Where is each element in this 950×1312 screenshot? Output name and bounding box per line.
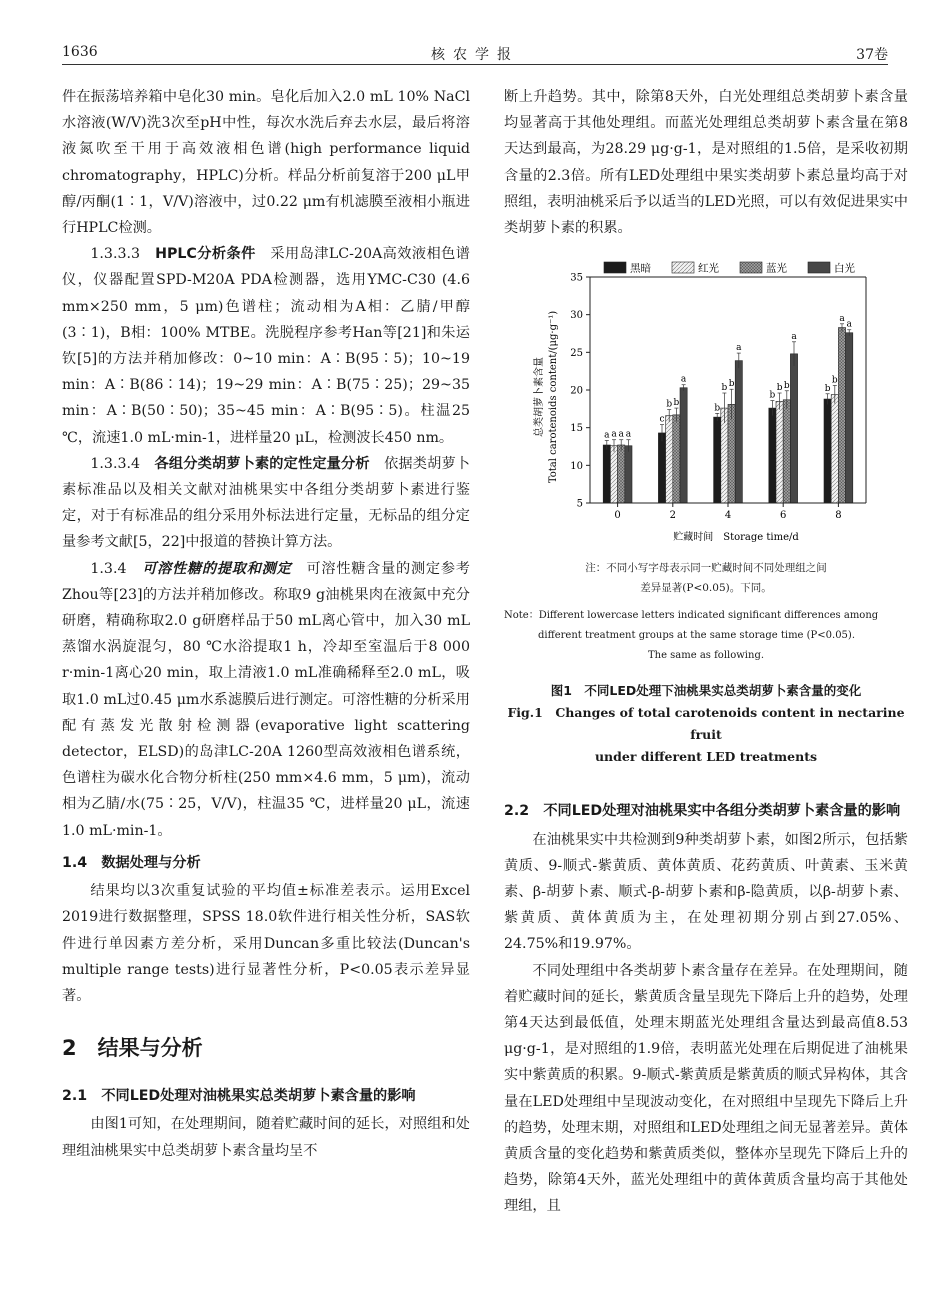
section-title: 各组分类胡萝卜素的定性定量分析 xyxy=(154,455,370,472)
section-2-1-text: 由图1可知，在处理期间，随着贮藏时间的延长，对照组和处理组油桃果实中总类胡萝卜素含量均呈不 xyxy=(62,1116,470,1159)
bar xyxy=(673,415,680,503)
significance-letter: a xyxy=(839,314,845,325)
section-2-title: 2 结果与分析 xyxy=(62,1036,203,1061)
bar xyxy=(776,402,783,504)
significance-letter: a xyxy=(680,374,687,385)
bar xyxy=(831,395,838,503)
bar xyxy=(603,445,610,503)
section-1-3-3-4 xyxy=(62,451,470,556)
significance-letter: b xyxy=(824,383,831,394)
paragraph-continued: 断上升趋势。其中，除第8天外，白光处理组总类胡萝卜素含量均显著高于其他处理组。而蓝光处理组总类胡萝卜素含量在第8天达到最高，为28.29 μg·g-1，是对照组的1.5倍，是采收初期含量的2.3倍。所有LED处理组中果实类胡萝卜素总量均高于对照组，表明油桃采后予以适当的LED光照，可以有效促进果实中类胡萝卜素的积累。 xyxy=(504,89,908,237)
bar xyxy=(824,399,831,503)
paragraph-saponification: 件在振荡培养箱中皂化30 min。皂化后加入2.0 mL 10% NaCl水溶液(W/V)洗3次至pH中性，每次水洗后弃去水层，最后将溶液氮吹至干用于高效液相色谱(high performance liquid chromatography，HPLC)分析。样品分析前复溶于200 μL甲醇/丙酮(1∶1，V/V)溶液中，过0.22 μm有机滤膜至液相小瓶进行HPLC检测。 xyxy=(62,89,470,237)
significance-letter: c xyxy=(659,414,665,425)
figure-note-en xyxy=(504,606,908,666)
bar xyxy=(618,445,625,503)
section-2-2-text-1: 在油桃果实中共检测到9种类胡萝卜素，如图2所示，包括紫黄质、9-顺式-紫黄质、黄体黄质、花药黄质、叶黄素、玉米黄素、β-胡萝卜素、顺式-β-胡萝卜素和β-隐黄质，以β-胡萝卜素、紫黄质、黄体黄质为主，在处理初期分别占到27.05%、24.75%和19.97%。 xyxy=(504,831,908,953)
x-tick-label: 4 xyxy=(724,510,732,522)
significance-letter: b xyxy=(776,383,783,394)
section-title: 可溶性糖的提取和测定 xyxy=(142,560,292,577)
significance-letter: b xyxy=(783,380,790,391)
journal-name: 核农学报 xyxy=(431,47,519,63)
y-axis-label-cn: 总类胡萝卜素含量 xyxy=(534,357,545,438)
legend-label: 红光 xyxy=(698,262,719,275)
figure-caption-cn: 图1 不同LED处理下油桃果实总类胡萝卜素含量的变化 xyxy=(550,683,862,699)
x-tick-label: 2 xyxy=(669,510,676,522)
legend-label: 黑暗 xyxy=(630,262,651,275)
y-tick-label: 30 xyxy=(570,310,583,322)
x-axis-label: 贮藏时间 Storage time/d xyxy=(673,532,799,544)
section-1-3-3-3 xyxy=(62,241,470,451)
y-tick-label: 15 xyxy=(570,423,583,435)
bar xyxy=(625,446,632,503)
significance-letter: b xyxy=(769,390,776,401)
section-text: 采用岛津LC-20A高效液相色谱仪，仪器配置SPD-M20A PDA检测器，选用YMC-C30 (4.6 mm×250 mm，5 μm)色谱柱；流动相为A相：乙腈/甲醇(3∶1)，B相：100% MTBE。洗脱程序参考Han等[21]和朱运钦[5]的方法并稍加修改：0~10 min：A∶B(95∶5)；10~19 min：A∶B(86∶14)；19~29 min：A∶B(75∶25)；29~35 min：A∶B(50∶50)；35~45 min：A∶B(95∶5)。柱温25 ℃，流速1.0 mL·min-1，进样量20 μL，检测波长450 nm。 xyxy=(62,246,470,446)
section-text: 依据类胡萝卜素标准品以及相关文献对油桃果实中各组分类胡萝卜素进行鉴定，对于有标准品的组分采用外标法进行定量，无标品的组分定量参考文献[5，22]中报道的替换计算方法。 xyxy=(62,455,470,551)
section-number: 1.3.3.3 xyxy=(90,246,141,263)
bar xyxy=(680,388,687,503)
section-2-1-title: 2.1 不同LED处理对油桃果实总类胡萝卜素含量的影响 xyxy=(62,1088,416,1105)
section-1-3-4 xyxy=(62,556,470,844)
bar xyxy=(735,361,742,503)
significance-letter: a xyxy=(618,429,624,440)
legend-swatch xyxy=(672,262,694,273)
page-header xyxy=(62,42,888,65)
bar xyxy=(790,354,797,503)
y-tick-label: 5 xyxy=(576,498,583,510)
significance-letter: a xyxy=(791,332,797,343)
x-tick-label: 8 xyxy=(835,510,842,522)
significance-letter: b xyxy=(721,383,728,394)
section-title: HPLC分析条件 xyxy=(155,246,256,263)
bar xyxy=(714,417,721,503)
figure-note-cn xyxy=(504,558,908,598)
section-number: 1.3.3.4 xyxy=(90,455,141,472)
x-tick-label: 0 xyxy=(614,510,621,522)
y-tick-label: 20 xyxy=(570,385,583,397)
section-text: 可溶性糖含量的测定参考Zhou等[23]的方法并稍加修改。称取9 g油桃果肉在液氮中充分研磨，精确称取2.0 g研磨样品于50 mL离心管中，加入30 mL蒸馏水涡旋混匀，80 ℃水浴提取1 h，冷却至室温后于8 000 r·min-1离心20 min，取上清液1.0 mL准确稀释至2.0 mL，吸取1.0 mL过0.45 μm水系滤膜后进行测定。可溶性糖的分析采用配有蒸发光散射检测器(evaporative light scattering detector，ELSD)的岛津LC-20A 1260型高效液相色谱系统，色谱柱为碳水化合物分析柱(250 mm×4.6 mm，5 μm)，流动相为乙腈/水(75∶25，V/V)，柱温35 ℃，进样量20 μL，流速1.0 mL·min-1。 xyxy=(62,560,470,839)
bar xyxy=(783,400,790,503)
bar xyxy=(769,408,776,503)
figure-1 xyxy=(504,247,908,768)
x-tick-label: 6 xyxy=(780,510,787,522)
significance-letter: b xyxy=(831,375,838,386)
figure-note-en-line3: The same as following. xyxy=(647,650,765,662)
bar xyxy=(846,333,853,503)
significance-letter: b xyxy=(673,398,680,409)
section-2-2-text-2: 不同处理组中各类胡萝卜素含量存在差异。在处理期间，随着贮藏时间的延长，紫黄质含量呈现先下降后上升的趋势，处理第4天达到最低值，处理末期蓝光处理组含量达到最高值8.53 μg·g-1，是对照组的1.9倍，表明蓝光处理在后期促进了油桃果实中紫黄质的积累。9-顺式-紫黄质是紫黄质的顺式异构体，其含量在LED处理组中呈现波动变化，在对照组中呈现先下降后上升的趋势，处理末期，对照组和LED处理组之间无显著差异。黄体黄质含量的变化趋势和紫黄质类似，整体亦呈现先下降后上升的趋势，除第4天外，蓝光处理组中的黄体黄质含量均高于其他处理组，且 xyxy=(504,962,908,1215)
figure-note-en-line2: different treatment groups at the same storage time (P<0.05). xyxy=(538,630,855,642)
legend-swatch xyxy=(808,262,830,273)
figure-caption-en-line2: under different LED treatments xyxy=(594,749,818,765)
legend-swatch xyxy=(604,262,626,273)
y-axis-label-en: Total carotenoids content/(μg·g⁻¹) xyxy=(548,311,559,484)
bar xyxy=(666,416,673,503)
y-tick-label: 10 xyxy=(570,461,583,473)
legend-label: 蓝光 xyxy=(766,262,787,275)
right-column xyxy=(504,84,908,1220)
section-2-2-title: 2.2 不同LED处理对油桃果实中各组分类胡萝卜素含量的影响 xyxy=(504,803,901,820)
page-number: 1636 xyxy=(62,44,98,60)
volume-label: 37卷 xyxy=(856,47,888,63)
figure-caption-en-line1: Fig.1 Changes of total carotenoids content in nectarine fruit xyxy=(507,705,905,743)
bar xyxy=(838,328,845,503)
y-tick-label: 35 xyxy=(570,272,583,284)
section-1-4-title: 1.4 数据处理与分析 xyxy=(62,854,201,871)
legend-label: 白光 xyxy=(834,262,855,275)
significance-letter: b xyxy=(714,403,721,414)
carotenoid-bar-chart xyxy=(504,247,908,547)
legend-swatch xyxy=(740,262,762,273)
left-column xyxy=(62,84,470,1164)
significance-letter: a xyxy=(611,429,617,440)
section-1-4-text: 结果均以3次重复试验的平均值±标准差表示。运用Excel 2019进行数据整理，SPSS 18.0软件进行相关性分析，SAS软件进行单因素方差分析，采用Duncan多重比较法(Duncan's multiple range tests)进行显著性分析，P<0.05表示差异显著。 xyxy=(62,883,470,1004)
significance-letter: b xyxy=(666,399,673,410)
figure-note-cn-line1: 注：不同小写字母表示同一贮藏时间不同处理组之间 xyxy=(585,562,827,575)
figure-note-cn-line2: 差异显著(P<0.05)。下同。 xyxy=(640,582,772,595)
figure-note-en-line1: Note：Different lowercase letters indicated significant differences among xyxy=(504,610,879,622)
significance-letter: b xyxy=(728,379,735,390)
significance-letter: a xyxy=(625,429,632,440)
section-number: 1.3.4 xyxy=(90,560,127,577)
significance-letter: a xyxy=(604,430,610,441)
significance-letter: a xyxy=(736,343,742,354)
significance-letter: a xyxy=(846,319,852,330)
bar xyxy=(610,446,617,503)
bar xyxy=(658,433,665,503)
y-tick-label: 25 xyxy=(570,348,583,360)
